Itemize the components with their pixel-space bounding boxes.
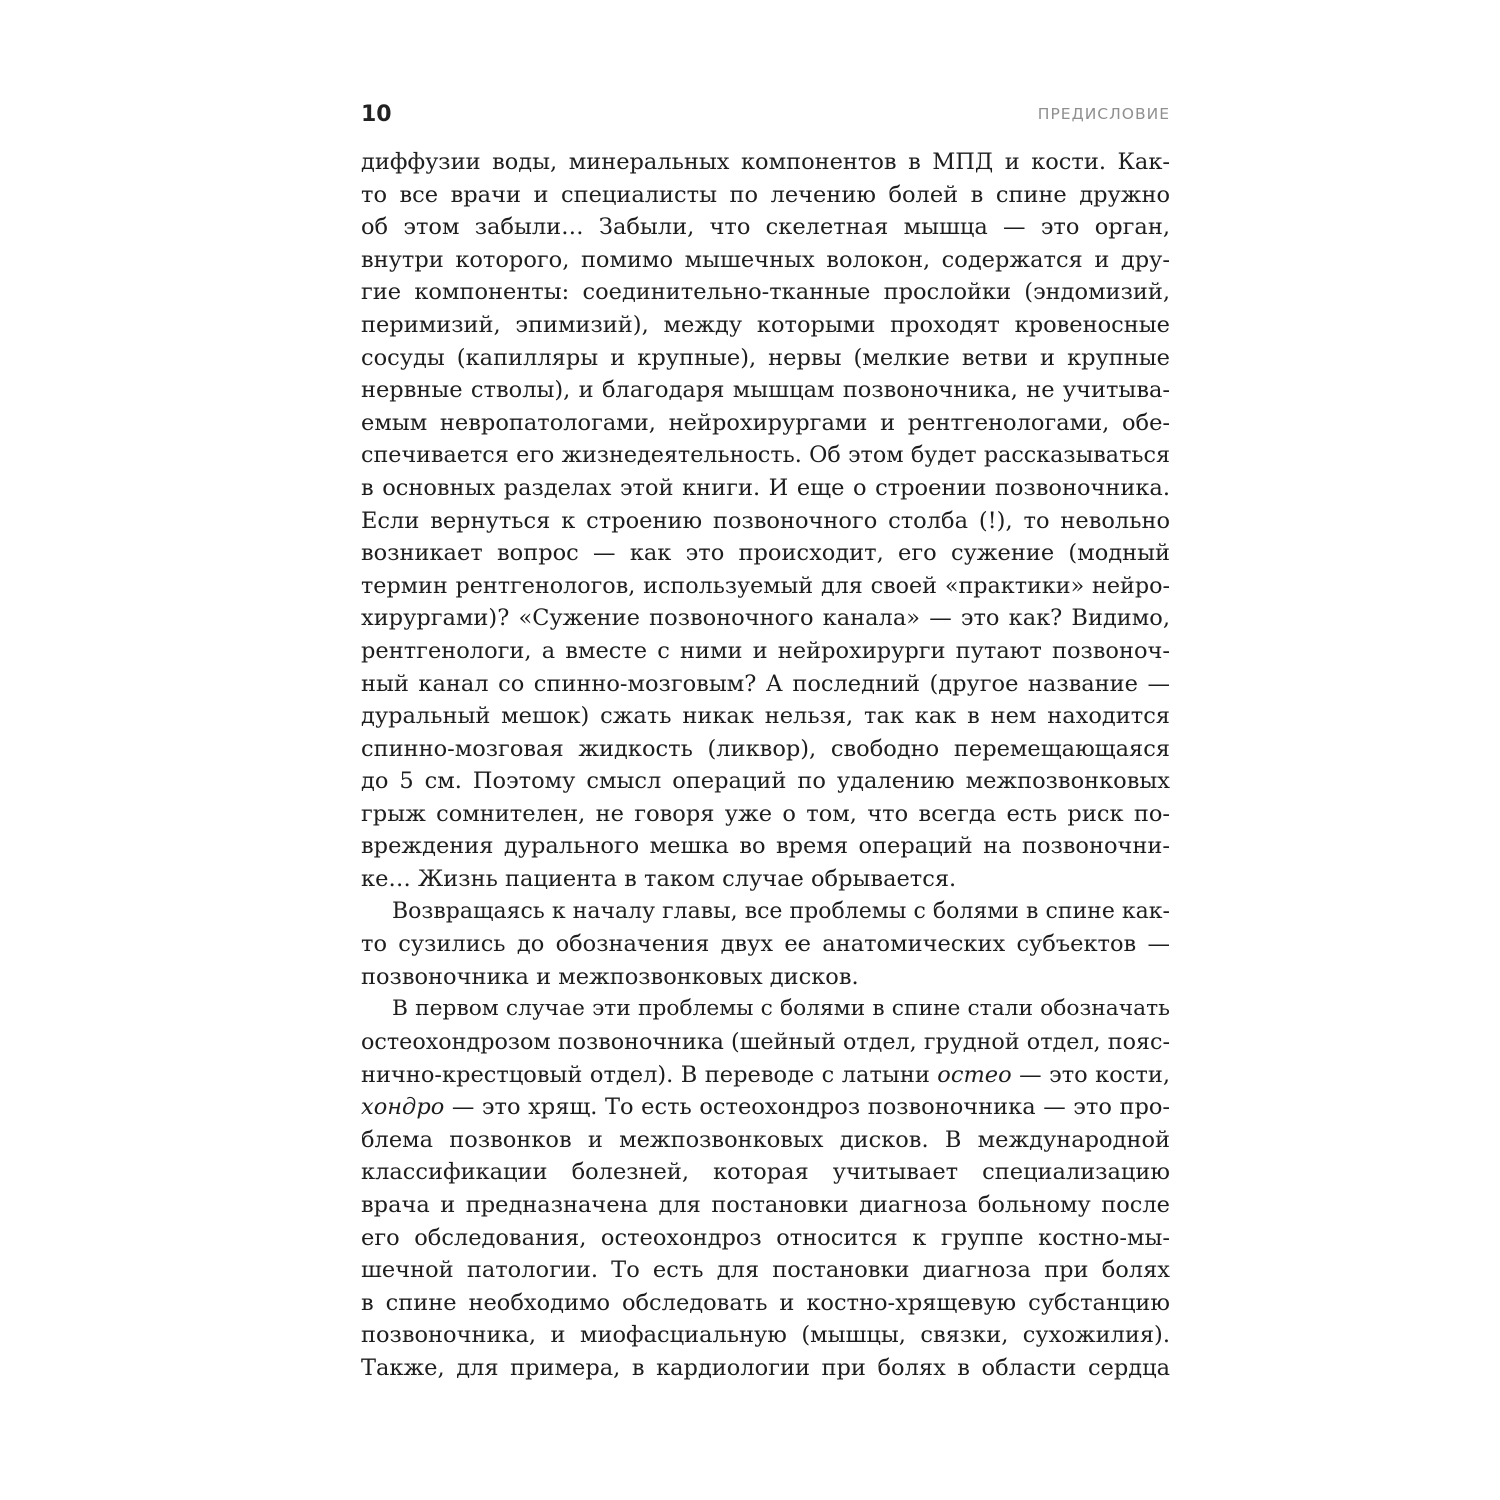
text-line: шечной патологии. То есть для постановки диагноза при болях [361, 1257, 1170, 1284]
text-line: позвоночника и межпозвонковых дисков. [361, 963, 859, 990]
text-line: до 5 см. Поэтому смысл операций по удалению межпозвонковых [361, 768, 1170, 795]
text-line: Также, для примера, в кардиологии при болях в области сердца [361, 1354, 1170, 1381]
text-line: позвоночника, и миофасциальную (мышцы, связки, сухожилия). [361, 1322, 1170, 1349]
text-line: об этом забыли… Забыли, что скелетная мышца — это орган, [361, 214, 1170, 241]
text-line: перимизий, эпимизий), между которыми проходят кровеносные [361, 311, 1170, 338]
text-line: врача и предназначена для постановки диагноза больному после [361, 1192, 1170, 1218]
text-line: в спине необходимо обследовать и костно-хрящевую субстанцию [361, 1289, 1170, 1316]
text-line: Если вернуться к строению позвоночного столба (!), то невольно [361, 507, 1170, 534]
text-line: в основных разделах этой книги. И еще о строении позвоночника. [361, 474, 1170, 501]
text-line: спечивается его жизнедеятельность. Об этом будет рассказываться [361, 442, 1170, 469]
running-header: ПРЕДИСЛОВИЕ [1037, 105, 1170, 123]
body-text [361, 146, 1170, 1385]
text-line: нично-крестцовый отдел). В переводе с латыни остео — это кости, [361, 1061, 1170, 1088]
text-line: классификации болезней, которая учитывает специализацию [361, 1159, 1170, 1186]
text-line: внутри которого, помимо мышечных волокон, содержатся и дру- [361, 246, 1170, 273]
text-line: В первом случае эти проблемы с болями в спине стали обозначать [392, 996, 1170, 1022]
text-line: ный канал со спинно-мозговым? А последний (другое название — [361, 670, 1170, 697]
page-number: 10 [361, 102, 392, 127]
text-line: грыж сомнителен, не говоря уже о том, что всегда есть риск по- [361, 800, 1170, 827]
text-line: хондро — это хрящ. То есть остеохондроз позвоночника — это про- [361, 1094, 1170, 1121]
text-line: сосуды (капилляры и крупные), нервы (мелкие ветви и крупные [361, 344, 1170, 371]
text-line: хирургами)? «Сужение позвоночного канала» — это как? Видимо, [361, 605, 1170, 632]
text-line: емым невропатологами, нейрохирургами и рентгенологами, обе- [361, 409, 1170, 436]
text-line: гие компоненты: соединительно-тканные прослойки (эндомизий, [361, 279, 1170, 306]
text-line: ке… Жизнь пациента в таком случае обрывается. [361, 866, 957, 893]
text-line: то все врачи и специалисты по лечению болей в спине дружно [361, 181, 1170, 208]
text-line: дуральный мешок) сжать никак нельзя, так как в нем находится [361, 703, 1170, 730]
text-line: рентгенологи, а вместе с ними и нейрохирурги путают позвоноч- [361, 637, 1170, 664]
text-line: блема позвонков и межпозвонковых дисков. В международной [361, 1126, 1170, 1153]
text-line: его обследования, остеохондроз относится к группе костно-мы- [361, 1224, 1170, 1251]
text-line: вреждения дурального мешка во время операций на позвоночни- [361, 833, 1170, 860]
text-line: возникает вопрос — как это происходит, его сужение (модный [361, 540, 1170, 567]
text-line: диффузии воды, минеральных компонентов в МПД и кости. Как- [361, 149, 1170, 175]
text-line: Возвращаясь к началу главы, все проблемы с болями в спине как- [392, 898, 1170, 924]
text-line: термин рентгенологов, используемый для своей «практики» нейро- [361, 572, 1170, 599]
text-line: остеохондрозом позвоночника (шейный отдел, грудной отдел, пояс- [361, 1029, 1170, 1056]
text-line: нервные стволы), и благодаря мышцам позвоночника, не учитыва- [361, 377, 1170, 404]
text-line: спинно-мозговая жидкость (ликвор), свободно перемещающаяся [361, 735, 1170, 762]
text-line: то сузились до обозначения двух ее анатомических субъектов — [361, 931, 1170, 958]
